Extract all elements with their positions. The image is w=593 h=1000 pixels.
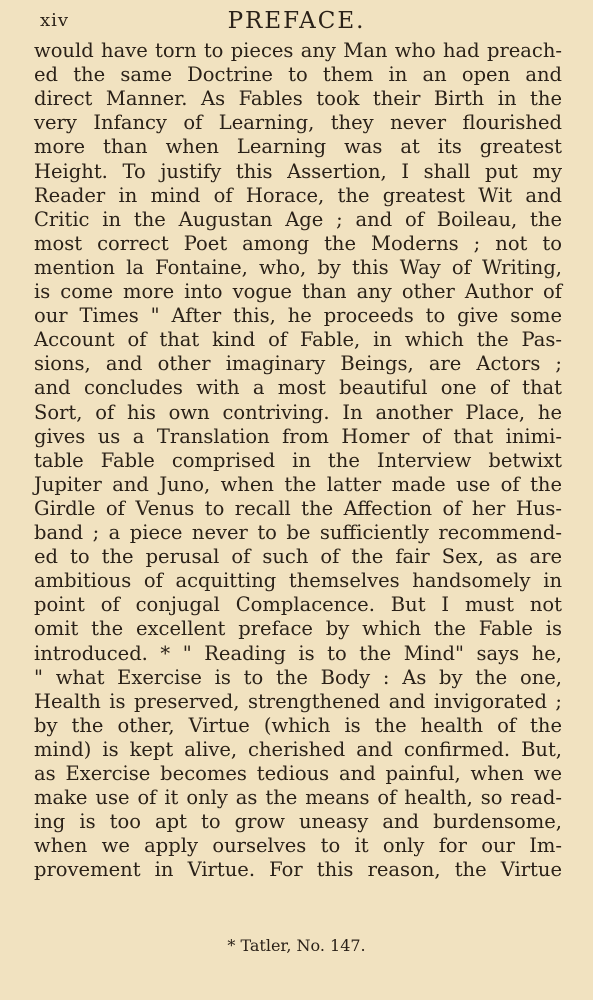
text-line: mind) is kept alive, cherished and confirmed. But,	[34, 737, 562, 761]
text-line: Critic in the Augustan Age ; and of Boileau, the	[34, 207, 562, 231]
text-line: point of conjugal Complacence. But I must not	[34, 593, 562, 617]
page-number: xiv	[40, 10, 70, 31]
text-line: ed to the perusal of such of the fair Sex, as are	[34, 545, 562, 569]
text-line: gives us a Translation from Homer of that inimi-	[34, 424, 562, 448]
text-line: Reader in mind of Horace, the greatest Wit and	[34, 183, 562, 207]
text-line: Height. To justify this Assertion, I shall put my	[34, 159, 562, 183]
text-line: omit the excellent preface by which the Fable is	[34, 617, 562, 641]
text-line: sions, and other imaginary Beings, are Actors ;	[34, 352, 562, 376]
page-header	[0, 8, 593, 36]
text-line: band ; a piece never to be sufficiently recommend-	[34, 521, 562, 544]
text-line: table Fable comprised in the Interview betwixt	[34, 448, 562, 472]
text-line: Sort, of his own contriving. In another Place, he	[34, 400, 562, 424]
footnote: * Tatler, No. 147.	[227, 936, 366, 955]
text-line: introduced. * " Reading is to the Mind" says he,	[34, 641, 562, 665]
text-line: is come more into vogue than any other Author of	[34, 280, 562, 303]
text-line: and concludes with a most beautiful one of that	[34, 376, 562, 400]
running-head: PREFACE.	[227, 8, 366, 34]
text-line: by the other, Virtue (which is the health of the	[34, 713, 562, 737]
text-line: make use of it only as the means of health, so read-	[34, 786, 562, 810]
text-line: direct Manner. As Fables took their Birth in the	[34, 87, 562, 111]
text-line: Health is preserved, strengthened and invigorated ;	[34, 689, 562, 713]
text-line: Girdle of Venus to recall the Affection of her Hus-	[34, 496, 562, 520]
text-line: our Times " After this, he proceeds to give some	[34, 304, 562, 328]
text-line: most correct Poet among the Moderns ; not to	[34, 231, 562, 255]
text-line: more than when Learning was at its greatest	[34, 135, 562, 159]
text-line: would have torn to pieces any Man who had preach-	[34, 39, 562, 62]
text-line: " what Exercise is to the Body : As by the one,	[34, 665, 562, 689]
text-line: Account of that kind of Fable, in which the Pas-	[34, 328, 562, 352]
text-line: very Infancy of Learning, they never flourished	[34, 111, 562, 135]
text-line: when we apply ourselves to it only for our Im-	[34, 834, 562, 858]
text-line: ing is too apt to grow uneasy and burdensome,	[34, 810, 562, 834]
text-line: Jupiter and Juno, when the latter made use of the	[34, 472, 562, 496]
text-line: ed the same Doctrine to them in an open and	[34, 63, 562, 87]
text-line: provement in Virtue. For this reason, the Virtue	[34, 858, 562, 882]
text-line: mention la Fontaine, who, by this Way of Writing,	[34, 255, 562, 279]
text-line: ambitious of acquitting themselves handsomely in	[34, 569, 562, 593]
text-line: as Exercise becomes tedious and painful, when we	[34, 762, 562, 785]
